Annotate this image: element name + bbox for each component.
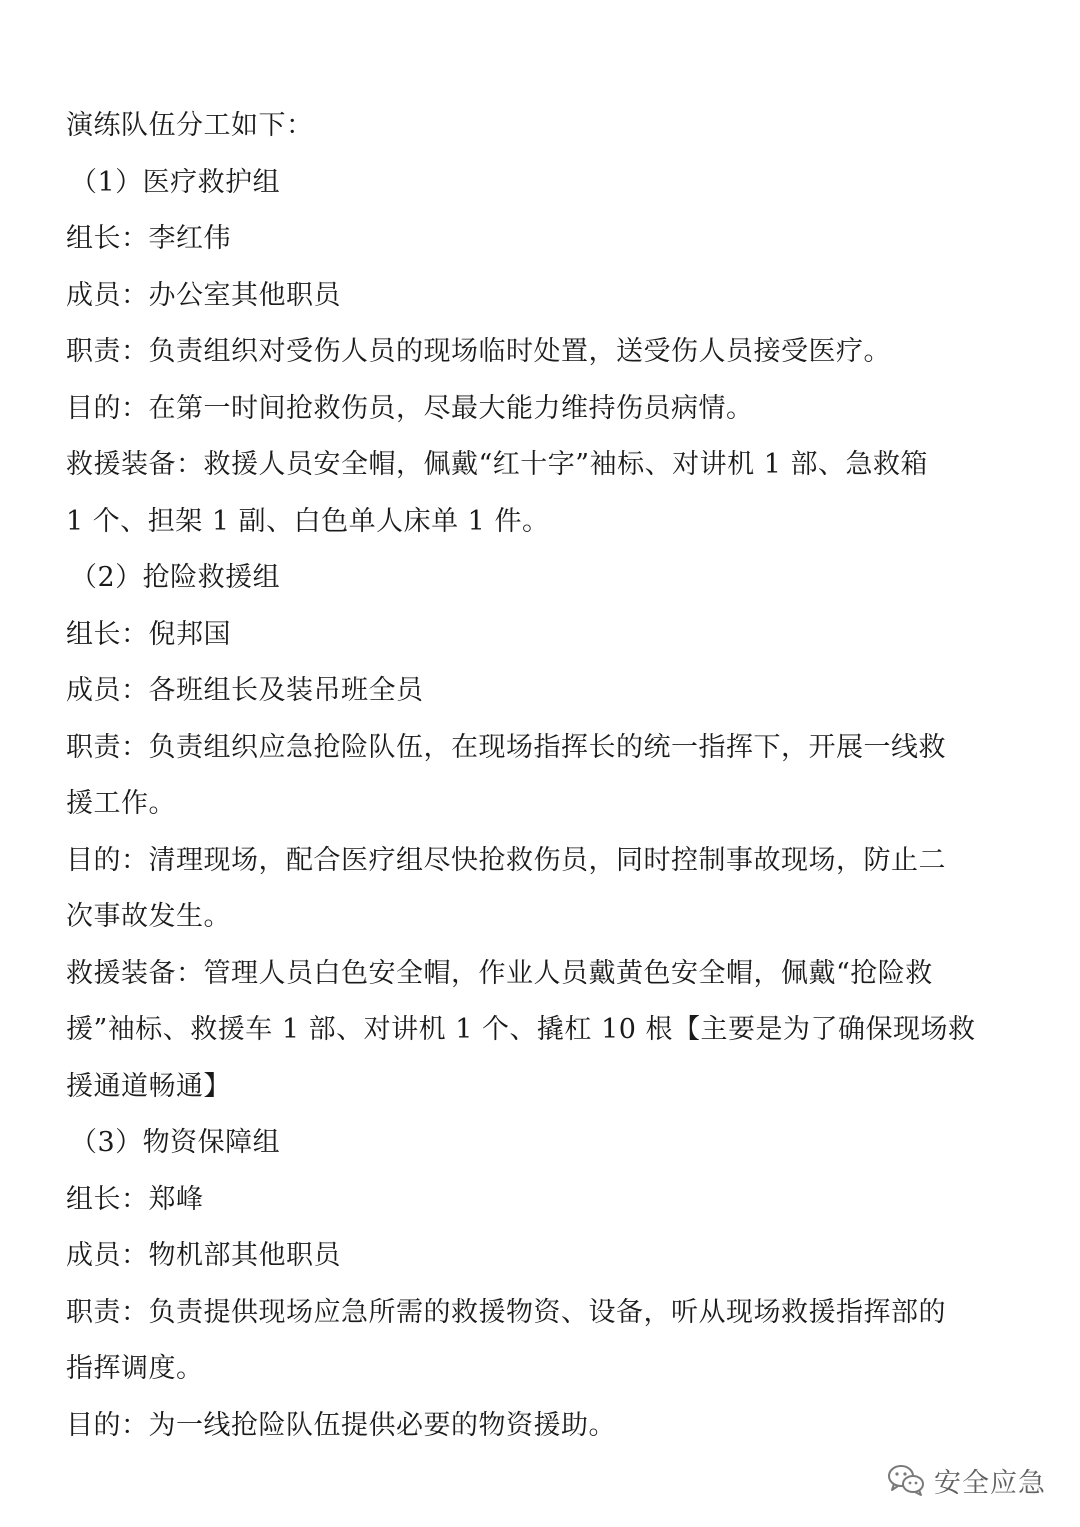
watermark: [886, 1458, 1046, 1502]
rescue-purpose: 目的：清理现场，配合医疗组尽快抢救伤员，同时控制事故现场，防止二: [66, 844, 946, 876]
medical-members: 成员：办公室其他职员: [66, 279, 341, 311]
medical-leader: 组长：李红伟: [66, 223, 231, 254]
rescue-equipment: 救援装备：管理人员白色安全帽，作业人员戴黄色安全帽，佩戴“抢险救: [66, 957, 933, 989]
medical-equipment: 救援装备：救援人员安全帽，佩戴“红十字”袖标、对讲机 1 部、急救箱: [66, 449, 928, 480]
rescue-duty-cont: 援工作。: [66, 788, 176, 819]
supply-duty: 职责：负责提供现场应急所需的救援物资、设备，听从现场救援指挥部的: [66, 1296, 946, 1328]
section-heading-supply: （3）物资保障组: [70, 1127, 281, 1158]
watermark-text: 安全应急: [934, 1467, 1046, 1499]
rescue-equipment-cont2: 援通道畅通】: [66, 1070, 231, 1102]
medical-equipment-cont: 1 个、担架 1 副、白色单人床单 1 件。: [66, 505, 550, 537]
supply-purpose: 目的：为一线抢险队伍提供必要的物资援助。: [66, 1409, 616, 1441]
supply-duty-cont: 指挥调度。: [66, 1353, 204, 1384]
rescue-purpose-cont: 次事故发生。: [66, 901, 231, 932]
rescue-equipment-cont: 援”袖标、救援车 1 部、对讲机 1 个、撬杠 10 根【主要是为了确保现场救: [66, 1014, 976, 1045]
supply-members: 成员：物机部其他职员: [66, 1240, 341, 1271]
section-heading-medical: （1）医疗救护组: [70, 166, 281, 198]
intro-line: 演练队伍分工如下：: [66, 110, 314, 141]
supply-leader: 组长：郑峰: [66, 1183, 204, 1215]
medical-purpose: 目的：在第一时间抢救伤员，尽最大能力维持伤员病情。: [66, 392, 754, 424]
section-heading-rescue: （2）抢险救援组: [70, 562, 281, 593]
rescue-leader: 组长：倪邦国: [66, 618, 231, 650]
rescue-duty: 职责：负责组织应急抢险队伍，在现场指挥长的统一指挥下，开展一线救: [66, 731, 946, 763]
medical-duty: 职责：负责组织对受伤人员的现场临时处置，送受伤人员接受医疗。: [66, 336, 891, 367]
wechat-icon: [886, 1462, 926, 1498]
document-body: [66, 98, 1016, 1454]
rescue-members: 成员：各班组长及装吊班全员: [66, 675, 424, 706]
